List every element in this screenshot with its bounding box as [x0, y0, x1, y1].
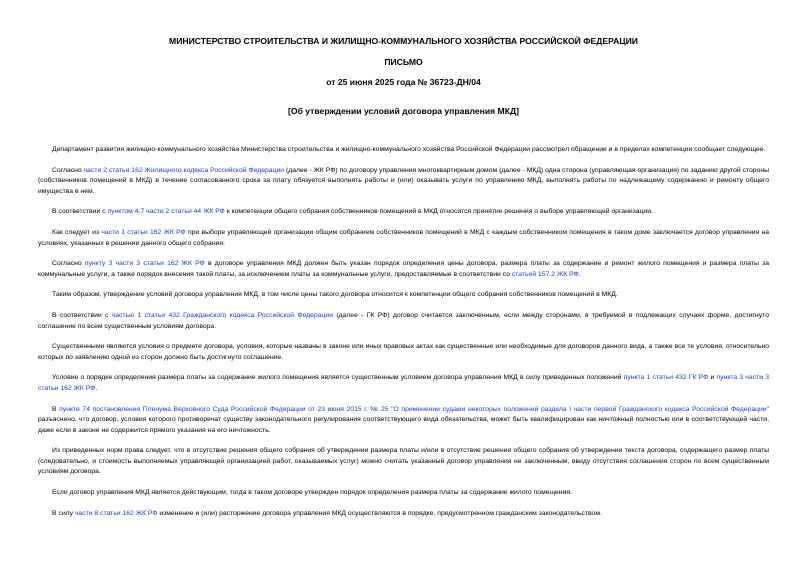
link-part2-art162-zhk[interactable]: части 2 статьи 162 Жилищного кодекса Российской Федерации: [83, 166, 285, 174]
paragraph-6: Таким образом, утверждение условий договора управления МКД, в том числе цены такого договора относится к компетенции общего собрания собственников помещений в МКД.: [52, 291, 618, 299]
paragraph-4: Как следует из части 1 статьи 162 ЖК РФ при выборе управляющей организации общим собранием собственников помещений в МКД с каждым собственником помещения в таком доме заключается договор управления на условиях, указанных в решении данного общего собрания.: [38, 228, 769, 247]
paragraph-1: Департамент развития жилищно-коммунального хозяйства Министерства строительства и жилищно-коммунального хозяйства Российской Федерации рассмотрел обращение и в пределах компетенции сообщает следующее.: [52, 146, 766, 153]
document-date-number: от 25 июня 2025 года № 36723-ДН/04: [326, 77, 481, 87]
link-part8-art162-zhk[interactable]: части 8 статьи 162 ЖК РФ: [74, 509, 158, 517]
link-art157-2-zhk[interactable]: статьей 157.2 ЖК РФ: [511, 270, 579, 278]
paragraph-11: Из приведенных норм права следует, что в отсутствие решения общего собрания об утверждении размера платы и/или в отсутствие решения общего собрания об утверждении текста договора, содержащего размер платы (следовательно, и стоимость выполняемых управляющей организацией работ, оказываемых услуг) можно считать указанный договор управления не заключенным, ввиду отсутствия соглашения сторон по всем существенным условиям договора.: [38, 447, 769, 476]
link-p4-7-art44-zhk[interactable]: пунктом 4.7 части 2 статьи 44 ЖК РФ: [107, 208, 225, 216]
paragraph-9: Условие о порядке определения размера платы за содержание жилого помещения является существенным условием договора управления МКД в силу приведенных положений пункта 1 статьи 432 ГК РФ и пункта 3 части 3 статьи 162 ЖК РФ.: [38, 374, 769, 392]
link-part1-art162-zhk[interactable]: части 1 статьи 162 ЖК РФ: [101, 228, 186, 236]
link-plenum-resolution-25[interactable]: пункте 74 постановления Пленума Верховного Суда Российской Федерации от 23 июня 2015 г. № 25 "О применении судами некоторых положений раздела I части первой Гражданского кодекса Российской Федерации": [59, 405, 770, 413]
link-part1-art432-gk[interactable]: частью 1 статьи 432 Гражданского кодекса Российской Федерации: [111, 311, 333, 319]
ministry-title: МИНИСТЕРСТВО СТРОИТЕЛЬСТВА И ЖИЛИЩНО-КОММУНАЛЬНОГО ХОЗЯЙСТВА РОССИЙСКОЙ ФЕДЕРАЦИИ: [169, 36, 638, 46]
paragraph-5: Согласно пункту 3 части 3 статьи 162 ЖК РФ в договоре управления МКД должен быть указан порядок определения цены договора, размера платы за содержание и ремонт жилого помещения и размера платы за коммунальные услуги, а также порядок внесения такой платы, за исключением платы за коммунальные услуги, предоставляемые в соответствии со статьей 157.2 ЖК РФ.: [38, 260, 769, 278]
document-type: ПИСЬМО: [384, 57, 423, 67]
paragraph-13: В силу части 8 статьи 162 ЖК РФ изменение и (или) расторжение договора управления МКД осуществляются в порядке, предусмотренном гражданским законодательством.: [52, 509, 602, 517]
paragraph-3: В соответствии с пунктом 4.7 части 2 статьи 44 ЖК РФ к компетенции общего собрания собственников помещений в МКД относится принятие решения о выборе управляющей организации.: [52, 208, 653, 216]
paragraph-2: Согласно части 2 статьи 162 Жилищного кодекса Российской Федерации (далее - ЖК РФ) по договору управления многоквартирным домом (далее - МКД) одна сторона (управляющая организация) по заданию другой стороны (собственников помещений в МКД) в течение согласованного срока за плату обязуется выполнять работы и (или) оказывать услуги по управлению МКД, выполнять работы по надлежащему содержанию и ремонту общего имущества в нем.: [38, 166, 770, 195]
link-p1-art432-gk[interactable]: пункта 1 статьи 432 ГК РФ: [623, 374, 709, 382]
document-body: [38, 145, 769, 529]
link-p3-part3-art162-zhk[interactable]: пункту 3 части 3 статьи 162 ЖК РФ: [84, 260, 205, 268]
link-p3-part3-art162-zhk-2[interactable]: пункта 3 части 3 статьи 162 ЖК РФ: [38, 374, 769, 392]
paragraph-8: Существенными являются условия о предмете договора, условия, которые названы в законе или иных правовых актах как существенные или необходимые для договоров данного вида, а также все те условия, относительно которых по заявлению одной из сторон должно быть достигнуто соглашение.: [38, 343, 769, 361]
paragraph-12: Если договор управления МКД является действующим, тогда в таком договоре утвержден порядок определения размера платы за содержание жилого помещения.: [52, 489, 572, 497]
paragraph-7: В соответствии с частью 1 статьи 432 Гражданского кодекса Российской Федерации (далее - ГК РФ) договор считается заключенным, если между сторонами, в требуемой в подлежащих случаях форме, достигнуто соглашение по всем существенным условиям договора.: [38, 311, 770, 330]
paragraph-10: В пункте 74 постановления Пленума Верховного Суда Российской Федерации от 23 июня 2015 г. № 25 "О применении судами некоторых положений раздела I части первой Гражданского кодекса Российской Федерации" разъяснено, что договор, условия которого противоречат существу законодательного регулирования соответствующего вида обязательства, может быть квалифицирован как ничтожный полностью или в соответствующей части, даже если в законе не содержится прямого указания на его ничтожность.: [38, 405, 770, 434]
document-subject: [Об утверждении условий договора управления МКД]: [288, 106, 519, 116]
